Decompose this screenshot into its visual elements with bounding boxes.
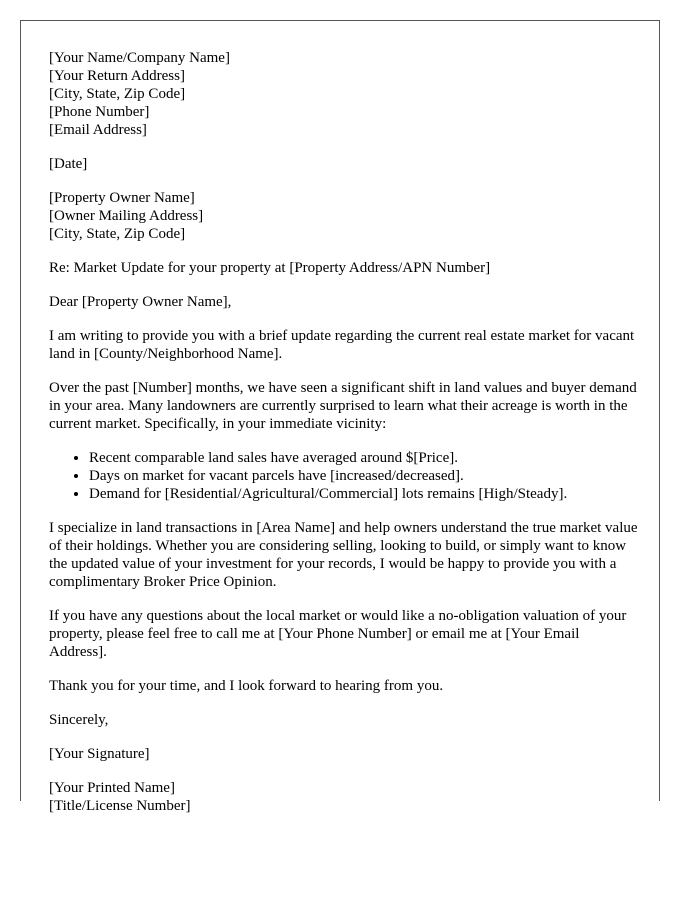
sender-name: [Your Name/Company Name] <box>49 50 230 66</box>
sender-email: [Email Address] <box>49 122 147 138</box>
subject-line: Re: Market Update for your property at [Property Address/APN Number] <box>49 260 491 276</box>
date-block <box>49 155 639 173</box>
body-paragraph: Over the past [Number] months, we have seen a significant shift in land values and buyer demand in your area. Many landowners are currently surprised to learn what their acreage is worth in the current market. Specifically, in your immediate vicinity: <box>49 380 637 432</box>
sender-phone: [Phone Number] <box>49 104 150 120</box>
recipient-block <box>49 189 639 243</box>
title-license: [Title/License Number] <box>49 798 191 814</box>
printed-name: [Your Printed Name] <box>49 780 175 796</box>
market-points-list <box>49 449 639 503</box>
body-paragraph: If you have any questions about the local market or would like a no-obligation valuation of your property, please feel free to call me at [Your Phone Number] or email me at [Your Email Address]. <box>49 608 627 660</box>
body-paragraph: I am writing to provide you with a brief update regarding the current real estate market for vacant land in [County/Neighborhood Name]. <box>49 328 635 362</box>
list-item: • Days on market for vacant parcels have [increased/decreased]. <box>89 467 639 485</box>
recipient-mailing-address: [Owner Mailing Address] <box>49 208 204 224</box>
sender-return-address: [Your Return Address] <box>49 68 185 84</box>
recipient-city-state-zip: [City, State, Zip Code] <box>49 226 186 242</box>
sender-city-state-zip: [City, State, Zip Code] <box>49 86 186 102</box>
closing: Sincerely, <box>49 712 109 728</box>
salutation: Dear [Property Owner Name], <box>49 294 232 310</box>
recipient-name: [Property Owner Name] <box>49 190 195 206</box>
list-item: • Demand for [Residential/Agricultural/Commercial] lots remains [High/Steady]. <box>89 485 639 503</box>
body-paragraph: Thank you for your time, and I look forward to hearing from you. <box>49 678 444 694</box>
signature: [Your Signature] <box>49 746 150 762</box>
list-item: • Recent comparable land sales have averaged around $[Price]. <box>89 449 639 467</box>
letter-body <box>49 49 639 831</box>
printed-name-block <box>49 779 639 815</box>
sender-block <box>49 49 639 139</box>
letter-date: [Date] <box>49 156 88 172</box>
body-paragraph: I specialize in land transactions in [Area Name] and help owners understand the true market value of their holdings. Whether you are considering selling, looking to build, or simply want to know the updated value of your investment for your records, I would be happy to provide you with a complimentary Broker Price Opinion. <box>49 520 638 590</box>
letter-page <box>20 20 660 814</box>
